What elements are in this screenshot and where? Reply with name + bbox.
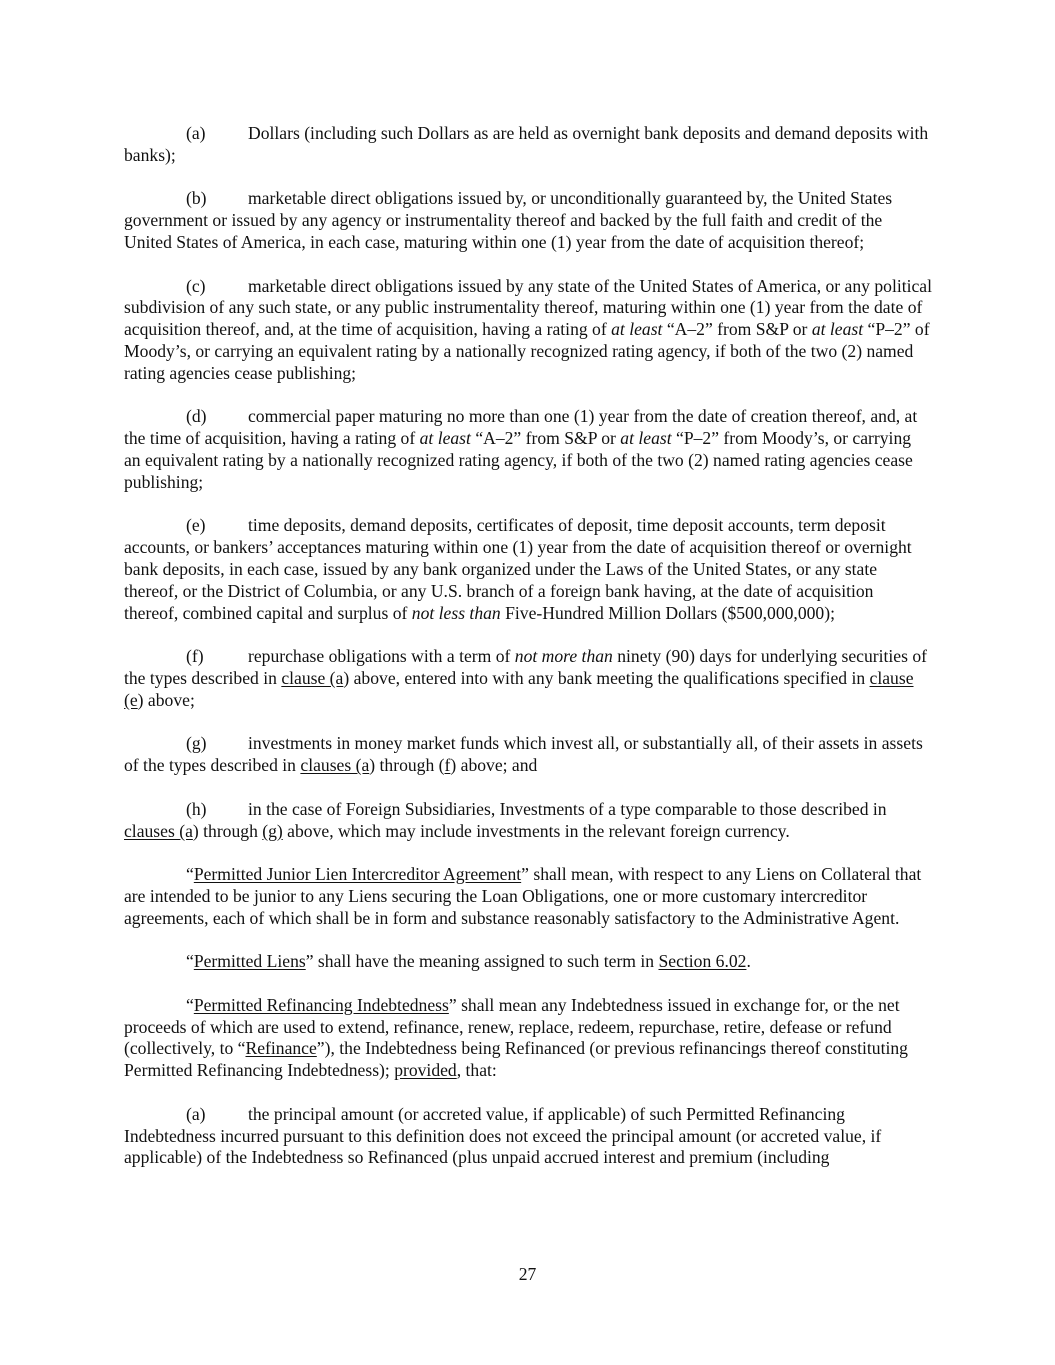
clause-text: ) above, entered into with any bank meeting the qualifications specified in: [343, 667, 870, 688]
definition-text: .: [746, 951, 751, 972]
definition-text: ”), the Indebtedness being Refinanced (or previous refinancings thereof constituting Permitted Refinancing Indebtedness);: [124, 1038, 908, 1081]
cross-reference-link[interactable]: (g): [262, 820, 283, 841]
definition-junior-lien-intercreditor: [124, 864, 932, 929]
clause-text: above, which may include investments in the relevant foreign currency.: [282, 820, 790, 841]
emphasis: at least: [611, 319, 663, 340]
definition-text: ” shall have the meaning assigned to such term in: [305, 951, 659, 972]
clause-text: ) through (: [369, 755, 445, 776]
proviso-term: provided: [394, 1060, 457, 1081]
clause-text: the principal amount (or accreted value, if applicable) of such Permitted Refinancing Indebtedness incurred pursuant to this definition does not exceed the principal amount (or accreted value, if applicable) of the Indebtedness so Refinanced (plus unpaid accrued interest and premium (including: [124, 1103, 882, 1168]
cross-reference-link[interactable]: clauses (a: [124, 820, 193, 841]
clause-label: (f): [186, 646, 204, 667]
clause-text: marketable direct obligations issued by any state of the United States of America, or any political subdivision of any such state, or any public instrumentality thereof, maturing within one (1) year from the date of acquisition thereof, and, at the time of acquisition, having a rating of: [124, 275, 933, 340]
definition-permitted-liens: [124, 951, 932, 973]
definition-text: , that:: [456, 1060, 497, 1081]
clause-text: ninety (90) days for underlying securities of the types described in: [124, 646, 928, 688]
emphasis: not more than: [514, 646, 613, 667]
clause-text: in the case of Foreign Subsidiaries, Investments of a type comparable to those described in: [248, 798, 887, 819]
clause-text: investments in money market funds which invest all, or substantially all, of their assets in assets of the types described in: [124, 733, 923, 776]
clause-text: “A–2” from S&P or: [662, 319, 812, 340]
defined-term: Refinance: [245, 1038, 317, 1059]
definition-text: ” shall mean, with respect to any Liens on Collateral that are intended to be junior to any Liens securing the Loan Obligations, one or more customary intercreditor agreements, each of which shall be in form and substance reasonably satisfactory to the Administrative Agent.: [124, 864, 922, 928]
cross-reference-link[interactable]: clause (e: [124, 667, 914, 710]
clause-label: (c): [186, 275, 206, 296]
clause-label: (b): [186, 188, 207, 209]
clause-text: commercial paper maturing no more than one (1) year from the date of creation thereof, and, at the time of acquisition, having a rating of: [124, 406, 918, 449]
defined-term: Permitted Liens: [193, 951, 306, 972]
cross-reference-link[interactable]: clauses (a: [300, 755, 370, 776]
clause-c: [124, 276, 932, 385]
clause-text: repurchase obligations with a term of: [248, 646, 515, 667]
defined-term: Permitted Refinancing Indebtedness: [193, 994, 449, 1015]
cross-reference-link[interactable]: f: [444, 755, 451, 776]
definition-permitted-refinancing: [124, 995, 932, 1082]
clause-d: [124, 406, 932, 493]
clause-text: “A–2” from S&P or: [470, 428, 621, 449]
definition-text: ” shall mean any Indebtedness issued in exchange for, or the net proceeds of which are used to extend, refinance, renew, replace, redeem, repurchase, retire, defease or refund (collectively, to “: [124, 994, 900, 1059]
clause-h: [124, 799, 932, 843]
clause-text: ) through: [192, 820, 263, 841]
clause-text: ) above; and: [450, 755, 538, 776]
clause-label: (a): [186, 123, 206, 143]
emphasis: at least: [811, 319, 864, 340]
clause-g: [124, 733, 932, 777]
clause-text: marketable direct obligations issued by, or unconditionally guaranteed by, the United States government or issued by any agency or instrumentality thereof and backed by the full faith and credit of the United States of America, in each case, maturing within one (1) year from the date of acquisition thereof;: [124, 188, 893, 252]
clause-text: Dollars (including such Dollars as are held as overnight bank deposits and demand deposits with banks);: [124, 123, 929, 165]
clause-f: [124, 646, 932, 711]
clause-a: [124, 123, 932, 167]
clause-label: (a): [186, 1103, 206, 1124]
page-number: 27: [518, 1264, 537, 1284]
clause-label: (e): [186, 515, 206, 536]
quote-mark: “: [186, 994, 194, 1015]
document-page: [124, 123, 932, 1191]
clause-label: (d): [186, 406, 207, 427]
quote-mark: “: [186, 951, 194, 972]
clause-label: (h): [186, 798, 207, 819]
refinancing-clause-a: [124, 1104, 932, 1169]
emphasis: not less than: [411, 602, 501, 623]
clause-e: [124, 515, 932, 624]
emphasis: at least: [620, 428, 672, 449]
clause-text: “P–2” of Moody’s, or carrying an equivalent rating by a nationally recognized rating agency, if both of the two (2) named rating agencies cease publishing;: [124, 319, 930, 383]
clause-text: Five-Hundred Million Dollars ($500,000,000);: [500, 602, 835, 623]
clause-text: “P–2” from Moody’s, or carrying an equivalent rating by a nationally recognized rating agency, if both of the two (2) named rating agencies cease publishing;: [124, 428, 913, 492]
defined-term: Permitted Junior Lien Intercreditor Agreement: [193, 864, 522, 885]
clause-text: time deposits, demand deposits, certificates of deposit, time deposit accounts, term deposit accounts, or bankers’ acceptances maturing within one (1) year from the date of acquisition thereof or overnight bank deposits, in each case, issued by any bank organized under the Laws of the United States, or any state thereof, or the District of Columbia, or any U.S. branch of a foreign bank having, at the date of acquisition thereof, combined capital and surplus of: [124, 515, 912, 623]
clause-text: ) above;: [137, 689, 195, 710]
quote-mark: “: [186, 864, 194, 885]
emphasis: at least: [419, 428, 471, 449]
clause-label: (g): [186, 733, 207, 754]
section-reference-link[interactable]: Section 6.02: [658, 951, 747, 972]
clause-b: [124, 188, 932, 253]
cross-reference-link[interactable]: clause (a: [281, 667, 344, 688]
